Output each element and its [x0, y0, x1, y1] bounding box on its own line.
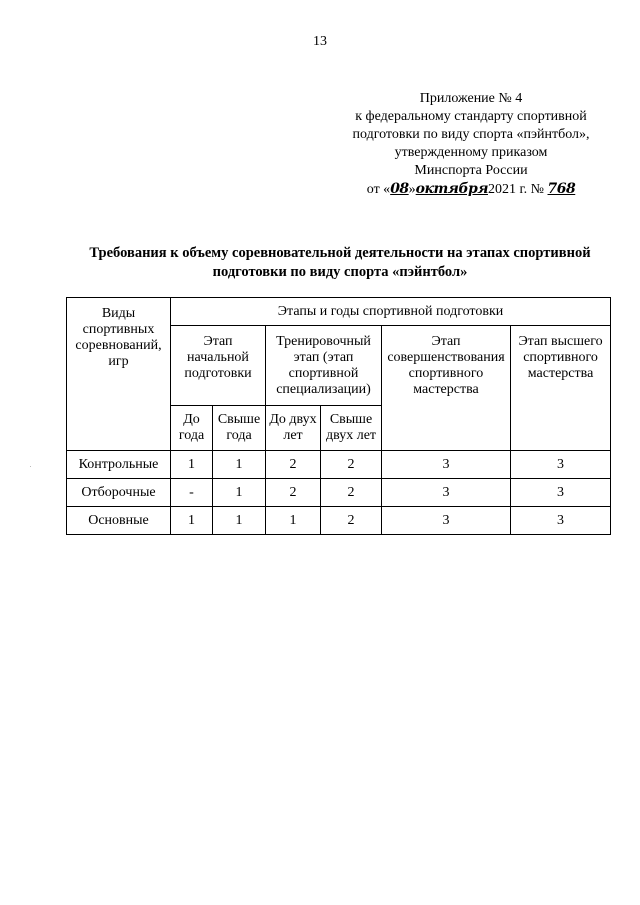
- date-year: 2021 г. №: [487, 182, 545, 197]
- cell-value: 3: [382, 507, 511, 535]
- title-line-1: Требования к объему соревновательной деятельности на этапах спортивной: [89, 245, 591, 261]
- appendix-line-2: к федеральному стандарту спортивной: [355, 109, 587, 124]
- appendix-header: [318, 90, 624, 199]
- title-line-2: подготовки по виду спорта «пэйнтбол»: [212, 264, 468, 280]
- cell-value: 3: [382, 451, 511, 479]
- header-row-1: [67, 298, 611, 326]
- document-title: [60, 244, 620, 282]
- cell-value: 2: [266, 479, 321, 507]
- header-stage-improvement: Этап совершенствования спортивного мастерства: [382, 326, 511, 451]
- cell-value: 2: [321, 507, 382, 535]
- cell-value: 1: [171, 451, 213, 479]
- appendix-line-5: Минспорта России: [414, 163, 528, 178]
- cell-value: 3: [511, 451, 611, 479]
- cell-value: 1: [266, 507, 321, 535]
- cell-value: 1: [213, 479, 266, 507]
- cell-value: 1: [171, 507, 213, 535]
- date-day: 08: [390, 181, 409, 197]
- cell-value: -: [171, 479, 213, 507]
- header-stage-initial: Этап начальной подготовки: [171, 326, 266, 406]
- date-prefix: от «: [366, 182, 391, 197]
- date-mid: »: [408, 182, 416, 197]
- cell-value: 3: [382, 479, 511, 507]
- header-up-to-year: До года: [171, 406, 213, 451]
- row-name: Отборочные: [67, 479, 171, 507]
- appendix-line-3: подготовки по виду спорта «пэйнтбол»,: [352, 127, 590, 142]
- header-stage-higher: Этап высшего спортивного мастерства: [511, 326, 611, 451]
- date-month: октября: [415, 181, 488, 197]
- cell-value: 3: [511, 479, 611, 507]
- cell-value: 1: [213, 451, 266, 479]
- cell-value: 2: [321, 479, 382, 507]
- row-name: Основные: [67, 507, 171, 535]
- order-number: 768: [547, 181, 576, 197]
- appendix-line-4: утвержденному приказом: [394, 145, 548, 160]
- header-up-to-two-years: До двух лет: [266, 406, 321, 451]
- cell-value: 2: [266, 451, 321, 479]
- cell-value: 1: [213, 507, 266, 535]
- header-over-two-years: Свыше двух лет: [321, 406, 382, 451]
- appendix-date-line: [318, 180, 624, 199]
- header-competition-types: Виды спортивных соревнований, игр: [67, 298, 171, 451]
- table-row: [67, 507, 611, 535]
- appendix-line-1: Приложение № 4: [419, 91, 523, 106]
- header-stage-training: Тренировочный этап (этап спортивной специализации): [266, 326, 382, 406]
- header-stages-group: Этапы и годы спортивной подготовки: [171, 298, 611, 326]
- table-row: [67, 451, 611, 479]
- row-name: Контрольные: [67, 451, 171, 479]
- cell-value: 3: [511, 507, 611, 535]
- cell-value: 2: [321, 451, 382, 479]
- requirements-table: [66, 297, 611, 535]
- header-over-year: Свыше года: [213, 406, 266, 451]
- table-row: [67, 479, 611, 507]
- page-number: 13: [313, 34, 327, 49]
- scan-speck: [30, 466, 31, 467]
